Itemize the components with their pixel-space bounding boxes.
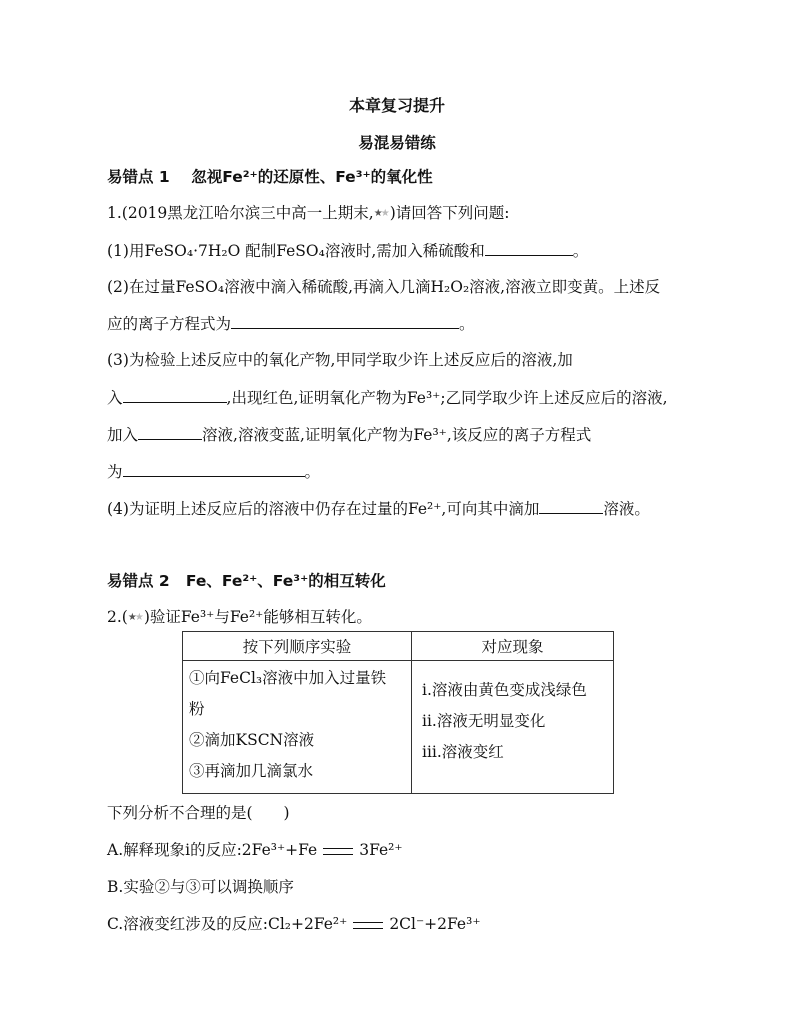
step-item: ③再滴加几滴氯水 (189, 762, 314, 780)
experiment-table (182, 631, 614, 794)
table-header-steps: 按下列顺序实验 (183, 632, 412, 661)
phenomenon-item: ⅲ.溶液变红 (422, 743, 504, 761)
q1-part2-text: 应的离子方程式为 (107, 315, 232, 333)
q1-part4-text: (4)为证明上述反应后的溶液中仍存在过量的Fe²⁺,可向其中滴加 (107, 500, 540, 518)
table-header-phenomena: 对应现象 (412, 632, 614, 661)
section-heading-2-text: Fe、Fe²⁺、Fe³⁺的相互转化 (185, 572, 386, 590)
option-a-left: A.解释现象ⅰ的反应:2Fe³⁺+Fe (107, 841, 318, 859)
difficulty-stars-icon (374, 208, 390, 220)
page-title: 本章复习提升 (348, 96, 445, 115)
page-subtitle: 易混易错练 (358, 134, 436, 152)
q1-stem-text: 1.(2019黑龙江哈尔滨三中高一上期末, (107, 204, 374, 222)
q1-part3-text-b: ,出现红色,证明氧化产物为Fe³⁺;乙同学取少许上述反应后的溶液, (226, 389, 668, 407)
section-heading-1-prefix: 易错点 1 (107, 168, 170, 186)
answer-blank[interactable] (485, 239, 573, 256)
option-b[interactable]: B.实验②与③可以调换顺序 (107, 878, 294, 896)
q1-part1 (107, 239, 588, 262)
q1-part2-line1: (2)在过量FeSO₄溶液中滴入稀硫酸,再滴入几滴H₂O₂溶液,溶液立即变黄。上述反 (107, 278, 661, 296)
q1-part1-text: (1)用FeSO₄·7H₂O 配制FeSO₄溶液时,需加入稀硫酸和 (107, 242, 485, 260)
q2-stem (107, 606, 372, 628)
q1-stem-tail: )请回答下列问题: (389, 204, 510, 222)
answer-blank[interactable] (138, 423, 202, 440)
table-cell-phenomena (412, 661, 614, 794)
q2-question: 下列分析不合理的是( ) (107, 804, 290, 822)
answer-blank[interactable] (123, 460, 305, 477)
option-c-right: 2Cl⁻+2Fe³⁺ (389, 915, 481, 933)
q1-part4-end: 溶液。 (603, 500, 650, 518)
section-heading-2 (107, 570, 386, 592)
option-c[interactable] (107, 913, 481, 935)
q1-part3-text-e: 为 (107, 463, 123, 481)
q1-part3-end: 。 (304, 463, 321, 481)
q1-part2-line2 (107, 312, 475, 335)
q1-part2-end: 。 (459, 315, 475, 333)
q1-part4 (107, 497, 650, 520)
section-heading-1-text: 忽视Fe²⁺的还原性、Fe³⁺的氧化性 (191, 168, 433, 186)
phenomenon-item: ⅱ.溶液无明显变化 (422, 712, 546, 730)
q1-part3-line1: (3)为检验上述反应中的氧化产物,甲同学取少许上述反应后的溶液,加 (107, 351, 573, 369)
section-heading-2-prefix: 易错点 2 (107, 572, 170, 590)
answer-blank[interactable] (123, 386, 227, 403)
q1-part3-text-d: 溶液,溶液变蓝,证明氧化产物为Fe³⁺,该反应的离子方程式 (202, 426, 592, 444)
q1-part3-text-a: 入 (107, 389, 123, 407)
table-cell-steps (183, 661, 412, 794)
equals-sign-icon (323, 848, 353, 855)
q1-part3-text-c: 加入 (107, 426, 139, 444)
option-a[interactable] (107, 839, 403, 861)
q1-part3-line2 (107, 386, 668, 409)
phenomenon-item: ⅰ.溶液由黄色变成浅绿色 (422, 681, 587, 699)
step-item: ①向FeCl₃溶液中加入过量铁 (189, 669, 387, 687)
q1-part3-line4 (107, 460, 320, 483)
option-c-left: C.溶液变红涉及的反应:Cl₂+2Fe²⁺ (107, 915, 348, 933)
equals-sign-icon (353, 922, 383, 929)
answer-blank[interactable] (539, 497, 603, 514)
q2-stem-tail: )验证Fe³⁺与Fe²⁺能够相互转化。 (143, 608, 372, 626)
q1-part3-line3 (107, 423, 591, 446)
difficulty-stars-icon (128, 612, 144, 624)
step-item: ②滴加KSCN溶液 (189, 731, 315, 749)
q1-stem (107, 202, 510, 224)
section-heading-1 (107, 166, 433, 188)
step-item: 粉 (189, 700, 205, 718)
answer-blank[interactable] (231, 312, 459, 329)
q2-stem-text: 2.( (107, 608, 128, 626)
q1-part1-end: 。 (572, 242, 589, 260)
option-a-right: 3Fe²⁺ (359, 841, 403, 859)
